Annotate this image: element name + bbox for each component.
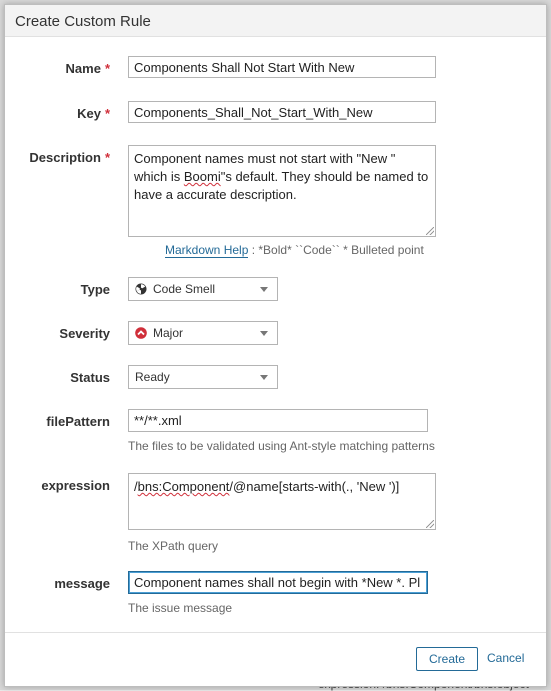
key-input[interactable]: Components_Shall_Not_Start_With_New — [128, 101, 436, 123]
chevron-down-icon — [260, 331, 268, 336]
code-smell-icon — [135, 283, 147, 295]
description-line: have a accurate description. — [134, 187, 297, 202]
required-marker: * — [104, 61, 110, 76]
name-input[interactable]: Components Shall Not Start With New — [128, 56, 436, 78]
description-line: Component names must not start with "New " — [134, 151, 396, 166]
message-help: The issue message — [128, 601, 233, 615]
chevron-down-icon — [260, 375, 268, 380]
type-select[interactable] — [128, 277, 278, 301]
severity-select[interactable] — [128, 321, 278, 345]
dialog-footer — [5, 632, 546, 686]
message-input[interactable]: Component names shall not begin with *New *. Pl — [128, 571, 428, 594]
description-line: which is Boomi"s default. They should be named to — [134, 169, 429, 184]
markdown-help — [165, 243, 424, 257]
cancel-link[interactable]: Cancel — [487, 651, 525, 665]
name-label: Name * — [65, 61, 110, 76]
status-select[interactable] — [128, 365, 278, 389]
file-pattern-help: The files to be validated using Ant-style matching patterns — [128, 439, 435, 453]
file-pattern-input[interactable]: **/**.xml — [128, 409, 428, 432]
create-button[interactable]: Create — [416, 647, 478, 671]
expression-help: The XPath query — [128, 539, 219, 553]
dialog-title: Create Custom Rule — [5, 5, 546, 37]
file-pattern-label: filePattern — [46, 414, 110, 429]
expression-textarea[interactable]: /bns:Component/@name[starts-with(., 'New ')] — [128, 473, 436, 530]
chevron-down-icon — [260, 287, 268, 292]
resize-grip-icon[interactable] — [426, 227, 434, 235]
description-textarea[interactable] — [128, 145, 436, 237]
markdown-hint: : *Bold* ``Code`` * Bulleted point — [251, 243, 424, 257]
type-label: Type — [80, 282, 110, 297]
key-label: Key * — [77, 106, 110, 121]
severity-value: Major — [153, 326, 184, 340]
required-marker: * — [104, 150, 110, 165]
create-custom-rule-dialog — [4, 4, 547, 687]
major-severity-icon — [135, 327, 147, 339]
expression-label: expression — [41, 478, 110, 493]
spellcheck-word: bns:Component — [137, 479, 230, 494]
required-marker: * — [104, 106, 110, 121]
type-value: Code Smell — [153, 282, 216, 296]
spellcheck-word: Boomi — [183, 169, 221, 184]
status-value: Ready — [135, 370, 170, 384]
message-label: message — [54, 576, 110, 591]
markdown-help-link[interactable]: Markdown Help — [165, 243, 249, 257]
status-label: Status — [70, 370, 110, 385]
description-label: Description * — [29, 150, 110, 165]
resize-grip-icon[interactable] — [426, 520, 434, 528]
severity-label: Severity — [59, 326, 110, 341]
